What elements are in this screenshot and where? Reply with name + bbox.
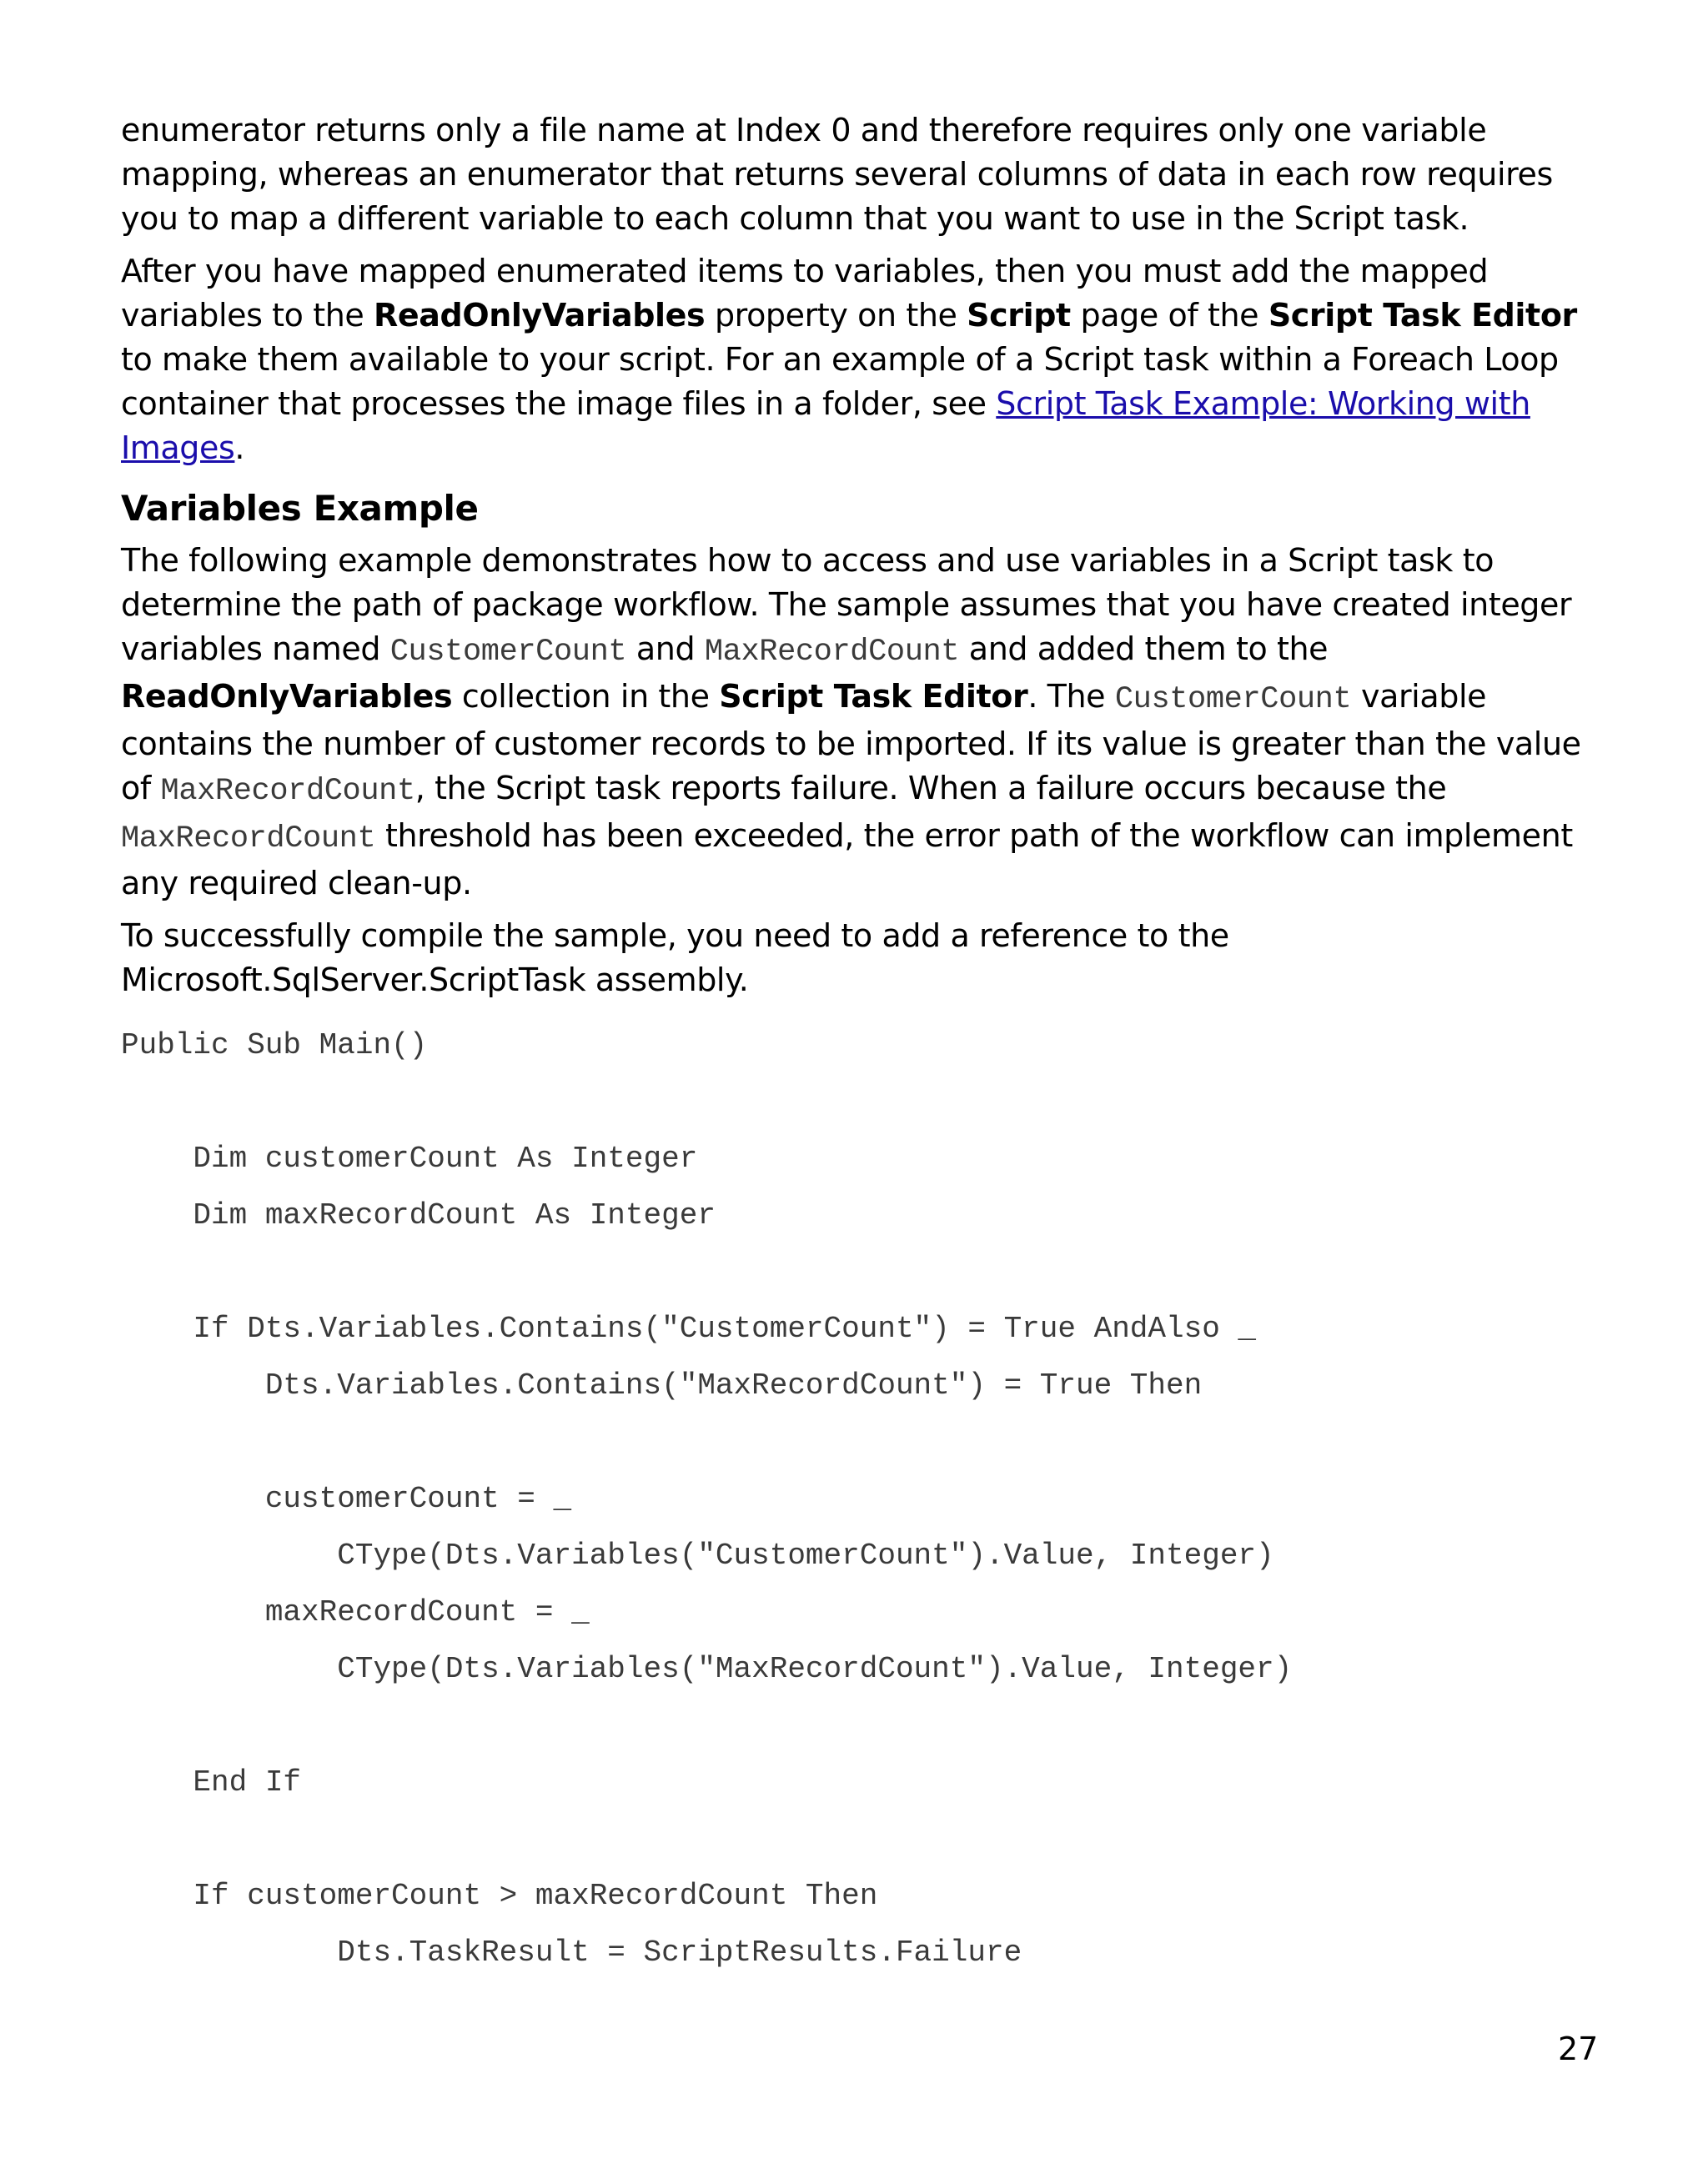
example-text-5: . The	[1027, 678, 1115, 715]
code-line: End If	[121, 1765, 302, 1800]
example-text-3: and added them to the	[959, 630, 1329, 667]
code-line	[121, 1698, 1589, 1755]
example-text-6: variable contains the number of customer records to be imported. If its value is greater than the value of	[121, 678, 1581, 806]
code-line	[121, 1414, 1589, 1471]
code-line: Public Sub Main()	[121, 1028, 428, 1062]
mapping-text-5: .	[234, 429, 245, 466]
code-line: customerCount = _	[121, 1482, 572, 1516]
example-text-4: collection in the	[452, 678, 720, 715]
code-line: CType(Dts.Variables("MaxRecordCount").Value, Integer)	[121, 1652, 1293, 1686]
page-content	[121, 108, 1589, 1981]
code-line	[121, 1811, 1589, 1868]
readonlyvariables-bold-2: ReadOnlyVariables	[121, 678, 453, 715]
code-line: Dts.Variables.Contains("MaxRecordCount") = True Then	[121, 1368, 1203, 1403]
inline-code-customercount: CustomerCount	[389, 635, 627, 670]
section-heading: Variables Example	[121, 488, 479, 529]
script-task-example-link[interactable]: Script Task Example: Working with Images	[121, 385, 1530, 466]
example-text-2: and	[626, 630, 705, 667]
code-block	[121, 1017, 1589, 1981]
page-number: 27	[1558, 2031, 1599, 2067]
code-line: Dim customerCount As Integer	[121, 1142, 698, 1176]
code-line: If Dts.Variables.Contains("CustomerCount") = True AndAlso _	[121, 1312, 1257, 1346]
inline-code-maxrecordcount-3: MaxRecordCount	[121, 821, 376, 856]
inline-code-maxrecordcount: MaxRecordCount	[704, 635, 960, 670]
script-bold: Script	[967, 297, 1071, 334]
mapping-text-2: property on the	[705, 297, 967, 334]
inline-code-maxrecordcount-2: MaxRecordCount	[160, 774, 415, 809]
example-paragraph	[121, 539, 1589, 906]
code-line	[121, 1244, 1589, 1301]
intro-paragraph: enumerator returns only a file name at Index 0 and therefore requires only one variable mapping, whereas an enumerator that returns several columns of data in each row requires you to map a different variable to each column that you want to use in the Script task.	[121, 112, 1553, 237]
inline-code-customercount-2: CustomerCount	[1114, 682, 1352, 717]
mapping-text-4: to make them available to your script. For an example of a Script task within a Foreach Loop container that processes the image files in a folder, see	[121, 341, 1559, 422]
code-line: CType(Dts.Variables("CustomerCount").Value, Integer)	[121, 1539, 1274, 1573]
compile-paragraph: To successfully compile the sample, you need to add a reference to the Microsoft.SqlServer.ScriptTask assembly.	[121, 917, 1229, 998]
example-text-7: , the Script task reports failure. When a failure occurs because the	[414, 770, 1447, 806]
code-line: If customerCount > maxRecordCount Then	[121, 1879, 878, 1913]
example-text-1: The following example demonstrates how to access and use variables in a Script task to determine the path of package workflow. The sample assumes that you have created integer variables named	[121, 542, 1572, 667]
script-task-editor-bold: Script Task Editor	[1268, 297, 1577, 334]
mapping-paragraph	[121, 249, 1589, 470]
code-line	[121, 1074, 1589, 1131]
code-line: Dim maxRecordCount As Integer	[121, 1198, 716, 1233]
mapping-text-1: After you have mapped enumerated items to variables, then you must add the mapped variables to the	[121, 253, 1489, 334]
code-line: Dts.TaskResult = ScriptResults.Failure	[121, 1935, 1022, 1970]
script-task-editor-bold-2: Script Task Editor	[719, 678, 1028, 715]
readonlyvariables-bold: ReadOnlyVariables	[374, 297, 706, 334]
code-line: maxRecordCount = _	[121, 1595, 590, 1629]
mapping-text-3: page of the	[1070, 297, 1268, 334]
example-text-8: threshold has been exceeded, the error path of the workflow can implement any required clean-up.	[121, 817, 1573, 901]
